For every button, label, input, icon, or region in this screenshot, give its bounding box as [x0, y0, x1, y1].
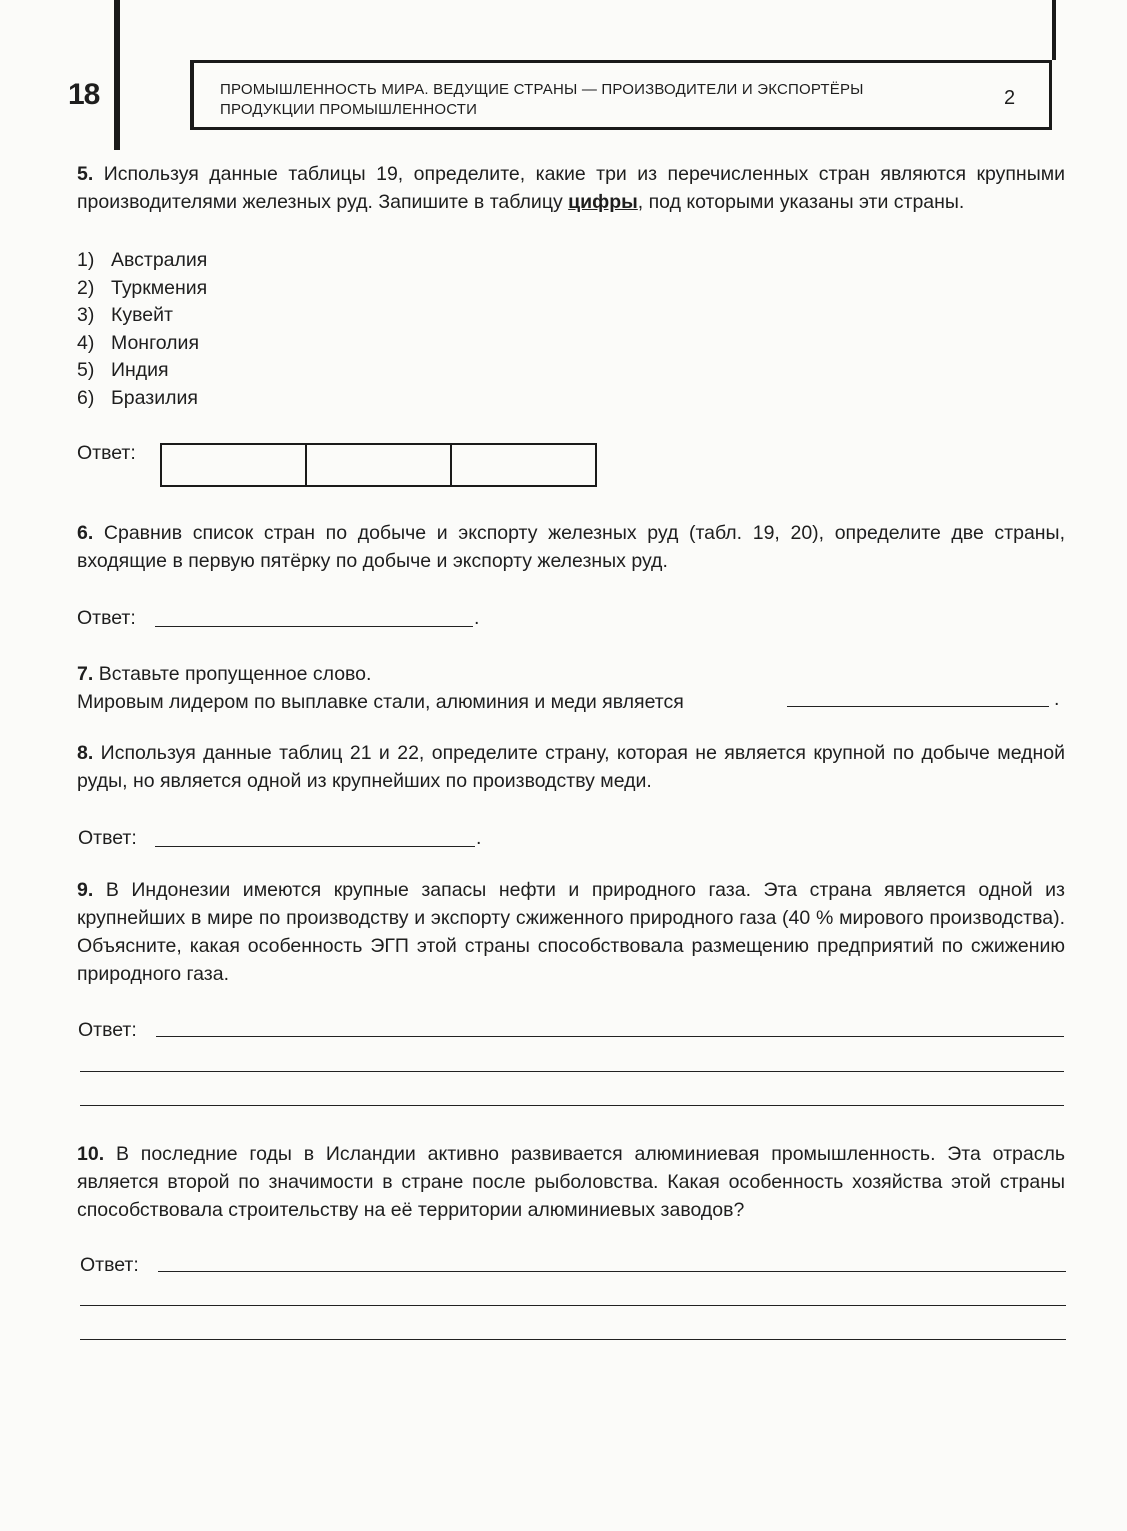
- question-6: [77, 519, 1065, 575]
- q9-answer-line-2[interactable]: [80, 1071, 1064, 1072]
- list-item: [77, 330, 207, 358]
- q6-answer-line[interactable]: [155, 626, 473, 627]
- answer-cell-1[interactable]: [161, 444, 306, 486]
- left-margin-bar: [114, 0, 120, 150]
- question-number: 10.: [77, 1143, 105, 1165]
- list-item: [77, 275, 207, 303]
- list-item: [77, 247, 207, 275]
- question-text: Используя данные таблиц 21 и 22, определите страну, которая не является крупной по добыче медной руды, но является одной из крупнейших по производству меди.: [77, 742, 1065, 792]
- q8-end-mark: .: [476, 827, 482, 849]
- question-text: В последние годы в Исландии активно развивается алюминиевая промышленность. Эта отрасль является второй по значимости в стране после рыболовства. Какая особенность хозяйства этой страны способствовала строительству на её территории алюминиевых заводов?: [77, 1143, 1066, 1221]
- right-margin-bar: [1052, 0, 1056, 60]
- question-5: [77, 160, 1065, 216]
- q9-answer-line-1[interactable]: [156, 1036, 1064, 1037]
- question-number: 9.: [77, 879, 94, 901]
- question-text-line2: Мировым лидером по выплавке стали, алюминия и меди является: [77, 691, 684, 713]
- question-text: В Индонезии имеются крупные запасы нефти и природного газа. Эта страна является одной из крупнейших в мире по производству и экспорту сжиженного природного газа (40 % мирового производства). Объясните, какая особенность ЭГП этой страны способствовала размещению предприятий по сжижению природного газа.: [77, 879, 1065, 985]
- q7-end-mark: .: [1054, 688, 1060, 710]
- chapter-title: ПРОМЫШЛЕННОСТЬ МИРА. ВЕДУЩИЕ СТРАНЫ — ПРОИЗВОДИТЕЛИ И ЭКСПОРТЁРЫ ПРОДУКЦИИ ПРОМЫШЛЕННОСТИ: [220, 81, 864, 118]
- question-text-end: , под которыми указаны эти страны.: [637, 191, 965, 213]
- option-number: 2): [77, 276, 95, 299]
- question-text: Сравнив список стран по добыче и экспорту железных руд (табл. 19, 20), определите две страны, входящие в первую пятёрку по добыче и экспорту железных руд.: [77, 522, 1065, 572]
- q10-answer-line-1[interactable]: [158, 1271, 1066, 1272]
- q6-answer-label: Ответ:: [77, 607, 136, 629]
- question-number: 7.: [77, 663, 94, 685]
- q9-answer-line-3[interactable]: [80, 1105, 1064, 1106]
- answer-cell-2[interactable]: [306, 444, 451, 486]
- option-label: Кувейт: [111, 304, 173, 326]
- q9-answer-label: Ответ:: [78, 1019, 137, 1041]
- question-7: [77, 660, 1065, 716]
- chapter-header-box: [190, 60, 1052, 130]
- q6-end-mark: .: [474, 607, 480, 629]
- option-number: 5): [77, 359, 95, 381]
- list-item: [77, 385, 207, 413]
- list-item: [77, 357, 207, 385]
- q7-answer-line[interactable]: [787, 706, 1049, 707]
- question-8: [77, 739, 1065, 795]
- q10-answer-line-2[interactable]: [80, 1305, 1066, 1306]
- list-item: [77, 302, 207, 330]
- page-number: 18: [68, 78, 100, 111]
- variant-number: 2: [1004, 87, 1016, 109]
- q10-answer-label: Ответ:: [80, 1254, 139, 1276]
- option-number: 1): [77, 249, 95, 271]
- option-label: Австралия: [111, 249, 208, 271]
- option-label: Монголия: [111, 331, 200, 354]
- q10-answer-line-3[interactable]: [80, 1339, 1066, 1340]
- option-label: Бразилия: [111, 386, 198, 409]
- option-label: Туркмения: [111, 276, 208, 299]
- q5-options-list: [77, 247, 207, 412]
- option-number: 6): [77, 386, 95, 409]
- question-number: 8.: [77, 742, 94, 764]
- question-9: [77, 876, 1065, 988]
- q5-answer-table: [160, 443, 597, 487]
- q8-answer-label: Ответ:: [78, 827, 137, 849]
- option-label: Индия: [111, 359, 169, 381]
- q5-answer-label: Ответ:: [77, 442, 136, 464]
- q8-answer-line[interactable]: [155, 846, 475, 847]
- question-number: 6.: [77, 522, 94, 544]
- emphasis-word: цифры: [568, 191, 638, 213]
- option-number: 4): [77, 331, 95, 354]
- question-10: [77, 1140, 1065, 1224]
- option-number: 3): [77, 304, 95, 326]
- answer-cell-3[interactable]: [451, 444, 596, 486]
- question-number: 5.: [77, 163, 94, 185]
- question-text: Вставьте пропущенное слово.: [98, 663, 372, 685]
- question-text: Используя данные таблицы 19, определите, какие три из перечисленных стран являются крупными производителями железных руд. Запишите в таблицу: [77, 163, 1066, 213]
